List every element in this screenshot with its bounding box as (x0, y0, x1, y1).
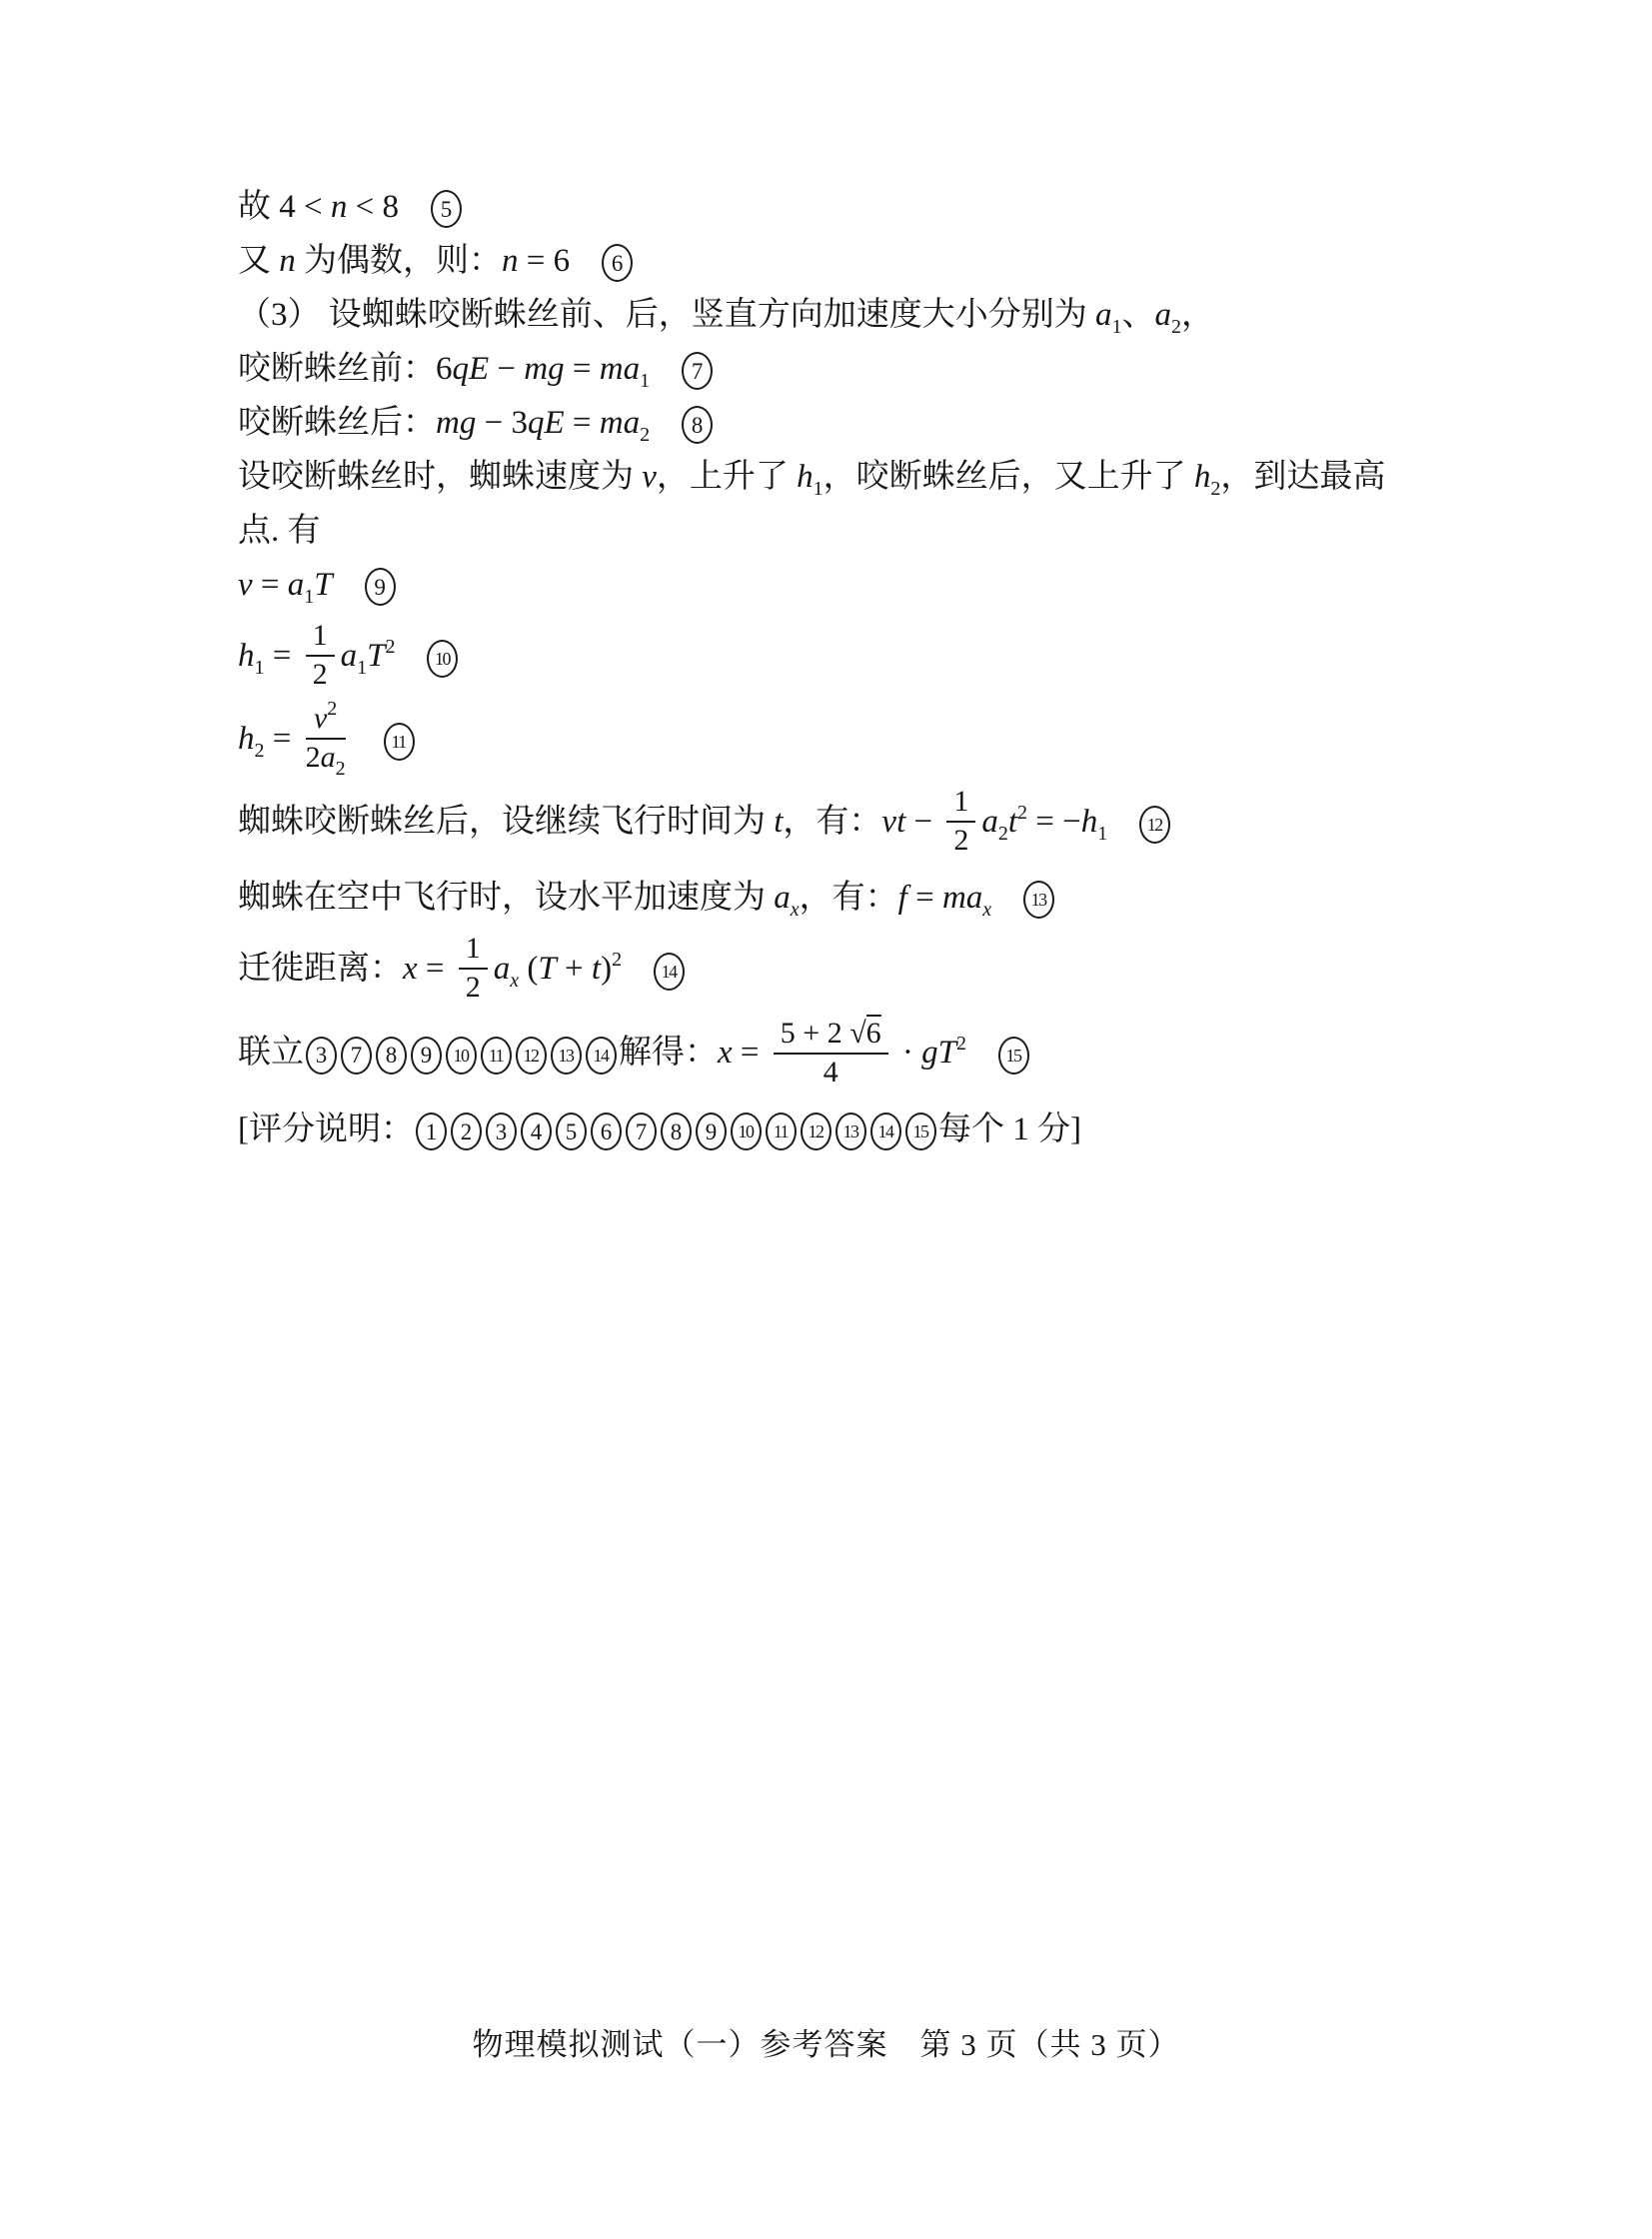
subscript: 1 (1097, 823, 1108, 846)
text-run: ) (601, 951, 613, 988)
text-run: = (732, 1035, 768, 1072)
circled-number-12: 12 (1139, 806, 1170, 844)
fraction (306, 619, 335, 692)
circled-number-11: 11 (481, 1037, 512, 1075)
math-variable: v (238, 567, 253, 603)
circled-number-5: 5 (431, 190, 462, 228)
math-variable: ma (941, 880, 983, 916)
math-variable: x (403, 951, 418, 988)
math-variable: ma (599, 405, 641, 441)
math-variable: qE (527, 405, 565, 441)
text-run: ，咬断蛛丝后，又上升了 (823, 459, 1194, 495)
circled-number-9: 9 (365, 568, 396, 606)
text-run: 蜘蛛在空中飞行时，设水平加速度为 (238, 880, 775, 916)
line-setup-text-2 (238, 504, 1517, 558)
fraction-numerator (774, 1015, 888, 1055)
subscript: x (982, 899, 992, 921)
text-run: ， (1181, 297, 1214, 333)
text-run: 、 (1121, 297, 1155, 333)
math-variable: h (238, 638, 255, 675)
line-scoring-note (238, 1103, 1517, 1156)
math-variable: qE (452, 351, 490, 387)
circled-number-11: 11 (766, 1113, 797, 1150)
math-variable: h (1193, 459, 1211, 495)
text-run: 1 (953, 785, 969, 818)
text-run: 2 (305, 740, 321, 774)
math-variable: h (1080, 804, 1098, 841)
fraction (774, 1015, 888, 1090)
text-run: （3） 设蜘蛛咬断蛛丝前、后，竖直方向加速度大小分别为 (238, 297, 1095, 333)
answer-content (238, 180, 1517, 1156)
math-variable: T (367, 638, 386, 675)
text-run: 咬断蛛丝后： (238, 405, 436, 441)
text-run: − (905, 804, 941, 841)
circled-number-10: 10 (427, 640, 458, 678)
math-variable: v (642, 459, 657, 495)
subscript: 2 (335, 757, 346, 780)
subscript: 1 (254, 657, 265, 680)
text-run: 1 (465, 932, 481, 965)
text-run: = (264, 638, 300, 675)
circled-number-14: 14 (654, 953, 685, 991)
text-run: 2 (465, 970, 481, 1004)
math-variable: a (493, 951, 511, 988)
text-run: 设咬断蛛丝时，蜘蛛速度为 (238, 459, 643, 495)
subscript: 2 (1210, 478, 1221, 500)
circled-number-15: 15 (905, 1113, 936, 1150)
radicand: 6 (865, 1017, 881, 1050)
text-run: 点. 有 (238, 513, 321, 549)
subscript: 2 (997, 823, 1008, 846)
circled-number-10: 10 (731, 1113, 762, 1150)
circled-number-9: 9 (411, 1037, 442, 1075)
line-step-14 (238, 932, 1517, 1008)
fraction-numerator (946, 785, 975, 823)
text-run: 5 + 2 (780, 1017, 850, 1050)
math-variable: x (718, 1035, 733, 1072)
circled-number-13: 13 (551, 1037, 582, 1075)
circled-number-6: 6 (602, 244, 633, 282)
text-run: < 8 (347, 189, 399, 225)
circled-number-7: 7 (341, 1037, 372, 1075)
math-variable: t (1007, 804, 1018, 841)
text-run: · (893, 1035, 922, 1072)
circled-number-2: 2 (451, 1113, 482, 1150)
text-run: = (906, 880, 942, 916)
subscript: x (510, 970, 520, 993)
line-step-15 (238, 1018, 1517, 1093)
circled-number-5: 5 (556, 1113, 587, 1150)
math-variable: t (591, 951, 602, 988)
circled-number-10: 10 (446, 1037, 477, 1075)
circled-number-13: 13 (1023, 881, 1054, 919)
circled-number-13: 13 (835, 1113, 866, 1150)
math-variable: T (314, 567, 333, 603)
subscript: x (790, 899, 800, 921)
fraction-denominator (774, 1055, 888, 1091)
text-run: 咬断蛛丝前：6 (238, 351, 453, 387)
text-run: = 6 (518, 243, 571, 279)
subscript: 2 (1171, 316, 1181, 338)
subscript: 1 (357, 657, 368, 680)
text-run: ，到达最高 (1220, 459, 1386, 495)
circled-number-7: 7 (682, 352, 713, 390)
text-run: 2 (953, 823, 969, 857)
circled-number-8: 8 (376, 1037, 407, 1075)
subscript: 2 (254, 740, 265, 763)
line-step-9 (238, 558, 1517, 612)
math-variable: a (981, 804, 998, 841)
math-variable: t (774, 804, 784, 841)
math-variable: ma (599, 351, 641, 387)
text-run: = (564, 405, 600, 441)
text-run: ，有： (799, 880, 898, 916)
math-variable: a (340, 638, 358, 675)
fraction-denominator (946, 823, 975, 859)
text-run: 每个 1 分] (938, 1112, 1081, 1147)
text-run: = (252, 567, 288, 603)
superscript: 2 (1017, 802, 1028, 825)
text-run: − (489, 351, 525, 387)
math-variable: a (287, 567, 305, 603)
line-step-8 (238, 396, 1517, 450)
fraction (946, 785, 975, 858)
text-run: = (564, 351, 600, 387)
math-variable: a (1154, 297, 1171, 333)
circled-number-3: 3 (306, 1037, 337, 1075)
text-run: ( (519, 951, 539, 988)
circled-number-12: 12 (516, 1037, 547, 1075)
math-variable: T (538, 951, 557, 988)
circled-number-14: 14 (586, 1037, 617, 1075)
math-variable: n (279, 243, 296, 279)
math-variable: a (1095, 297, 1112, 333)
line-setup-text-1 (238, 450, 1517, 504)
fraction-numerator (306, 619, 335, 657)
math-variable: v (313, 702, 328, 735)
math-variable: h (797, 459, 814, 495)
circled-number-14: 14 (870, 1113, 901, 1150)
line-step-5 (238, 180, 1517, 234)
circled-number-1: 1 (416, 1113, 447, 1150)
math-variable: h (238, 721, 255, 758)
circled-number-12: 12 (801, 1113, 831, 1150)
line-step-13 (238, 871, 1517, 925)
text-run: 为偶数，则： (295, 243, 502, 279)
line-step-10 (238, 619, 1517, 695)
subscript: 1 (813, 478, 824, 500)
math-variable: mg (436, 405, 477, 441)
text-run: 迁徙距离： (238, 951, 403, 988)
text-run: = − (1027, 804, 1081, 841)
radical-sign: √ (849, 1017, 866, 1050)
text-run: − 3 (476, 405, 528, 441)
circled-number-8: 8 (661, 1113, 692, 1150)
circled-number-11: 11 (384, 723, 415, 761)
math-variable: vt (881, 804, 906, 841)
text-run: 4 (823, 1055, 838, 1089)
circled-number-3: 3 (486, 1113, 517, 1150)
line-step-11 (238, 698, 1517, 780)
math-variable: a (320, 740, 336, 774)
superscript: 2 (612, 949, 623, 972)
text-run: = (264, 721, 300, 758)
subscript: 2 (640, 424, 651, 446)
superscript: 2 (385, 636, 396, 659)
square-root (849, 1017, 880, 1050)
text-run: 1 (312, 619, 328, 652)
line-step-12 (238, 785, 1517, 861)
subscript: 1 (640, 370, 651, 392)
fraction-numerator (306, 698, 346, 740)
fraction-denominator (459, 970, 488, 1006)
math-variable: gT (921, 1035, 957, 1072)
text-run: 解得： (619, 1035, 718, 1072)
text-run: 故 4 < (238, 189, 331, 225)
fraction-denominator (305, 740, 346, 780)
math-variable: f (897, 880, 907, 916)
superscript: 2 (327, 698, 338, 720)
subscript: 1 (304, 586, 315, 608)
superscript: 2 (956, 1033, 967, 1056)
fraction (459, 932, 488, 1005)
text-run: 蜘蛛咬断蛛丝后，设继续飞行时间为 (238, 804, 775, 841)
circled-number-8: 8 (682, 406, 713, 444)
math-variable: n (330, 189, 348, 225)
text-run: ，上升了 (656, 459, 798, 495)
text-run: 联立 (238, 1035, 304, 1072)
circled-number-15: 15 (998, 1037, 1029, 1075)
page-footer (0, 2019, 1652, 2064)
text-run: + (556, 951, 592, 988)
text-run: ，有： (783, 804, 882, 841)
math-variable: mg (524, 351, 565, 387)
fraction-numerator (459, 932, 488, 970)
line-part-3-intro (238, 288, 1517, 342)
line-step-7 (238, 342, 1517, 396)
math-variable: a (774, 880, 791, 916)
fraction (305, 698, 346, 780)
text-run: [评分说明： (238, 1112, 414, 1147)
fraction-denominator (306, 657, 335, 693)
text-run: 又 (238, 243, 280, 279)
math-variable: n (502, 243, 519, 279)
subscript: 1 (1111, 316, 1122, 338)
line-step-6 (238, 234, 1517, 288)
text-run: 2 (312, 657, 328, 691)
circled-number-7: 7 (626, 1113, 657, 1150)
circled-number-6: 6 (591, 1113, 622, 1150)
circled-number-9: 9 (696, 1113, 727, 1150)
circled-number-4: 4 (521, 1113, 552, 1150)
footer-text: 物理模拟测试（一）参考答案 第 3 页（共 3 页） (472, 2027, 1180, 2062)
text-run: = (417, 951, 453, 988)
